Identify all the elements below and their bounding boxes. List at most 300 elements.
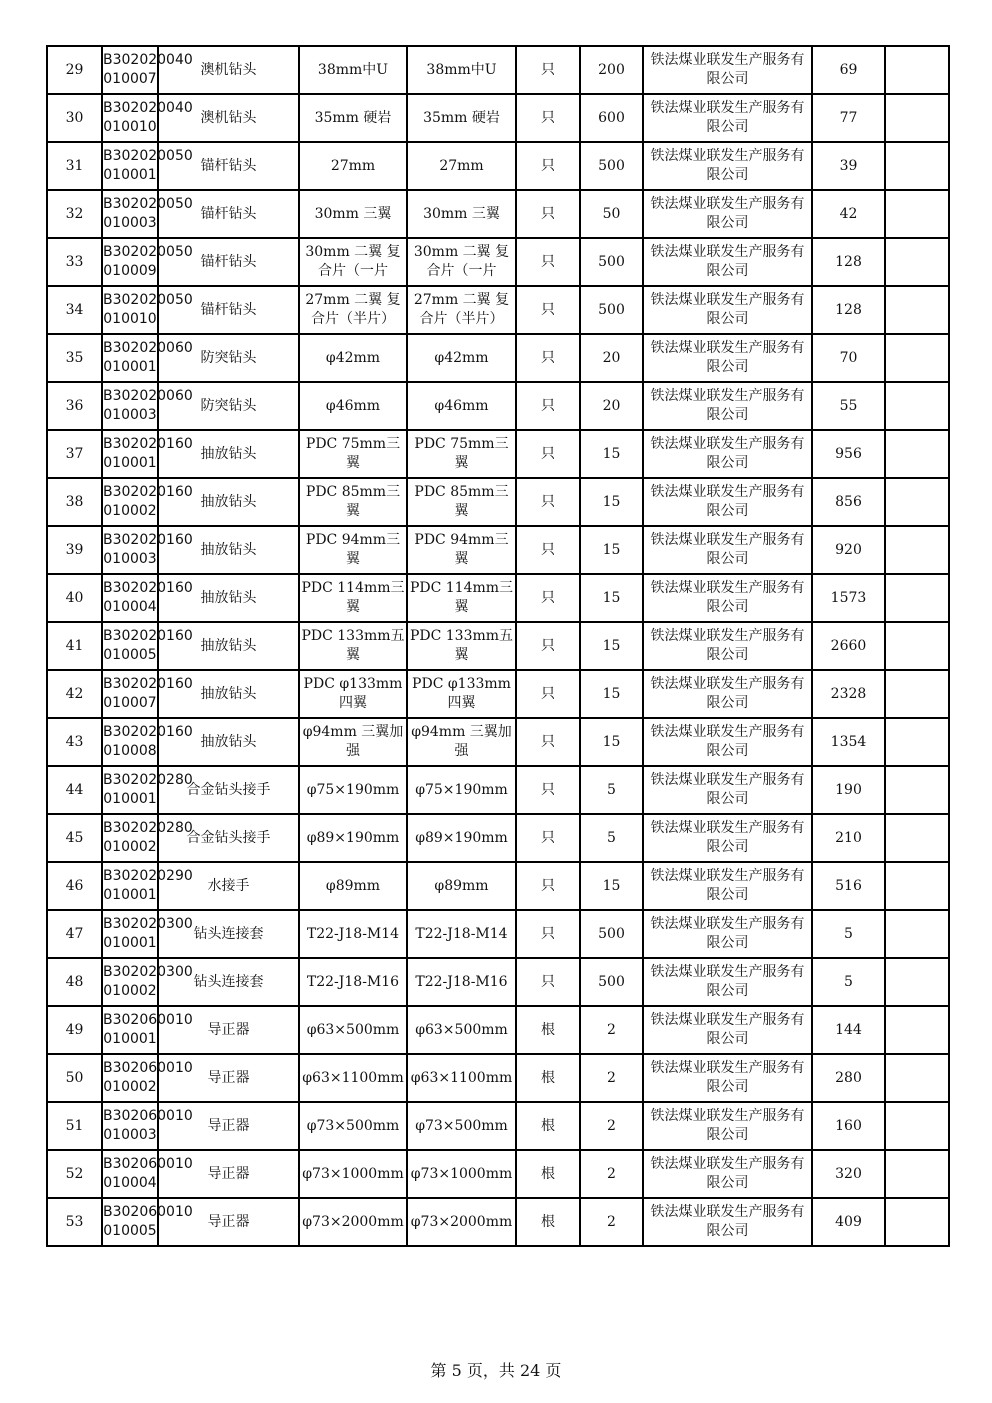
cell-spec bbox=[299, 478, 407, 526]
cell-qty: 2 bbox=[580, 1198, 643, 1246]
page-footer: 第 5 页，共 24 页 bbox=[430, 1361, 562, 1380]
cell-remark bbox=[885, 142, 949, 190]
cell-model bbox=[407, 670, 516, 718]
cell-seq: 41 bbox=[47, 622, 102, 670]
cell-qty: 15 bbox=[580, 526, 643, 574]
table-row bbox=[47, 718, 949, 766]
cell-model bbox=[407, 1102, 516, 1150]
cell-remark bbox=[885, 670, 949, 718]
cell-seq: 49 bbox=[47, 1006, 102, 1054]
cell-remark bbox=[885, 1150, 949, 1198]
cell-model bbox=[407, 622, 516, 670]
spec-text: φ73×500mm bbox=[306, 1117, 400, 1134]
spec-text: φ73×1000mm bbox=[410, 1165, 513, 1182]
cell-name: 抽放钻头 bbox=[158, 574, 299, 622]
cell-unit: 只 bbox=[516, 862, 580, 910]
spec-text: T22-J18-M14 bbox=[415, 925, 508, 942]
cell-qty: 20 bbox=[580, 382, 643, 430]
table-row bbox=[47, 382, 949, 430]
spec-text: 38mm中U bbox=[317, 61, 389, 78]
spec-text: PDC 133mm五翼 bbox=[301, 628, 405, 663]
cell-spec bbox=[299, 46, 407, 94]
cell-name: 导正器 bbox=[158, 1198, 299, 1246]
cell-code: B302020280 010002 bbox=[102, 814, 158, 862]
cell-unit: 根 bbox=[516, 1102, 580, 1150]
cell-code: B302020280 010001 bbox=[102, 766, 158, 814]
cell-price: 5 bbox=[812, 910, 885, 958]
spec-text: T22-J18-M16 bbox=[415, 973, 508, 990]
cell-supplier: 铁法煤业联发生产服务有限公司 bbox=[643, 286, 812, 334]
cell-qty: 500 bbox=[580, 238, 643, 286]
cell-remark bbox=[885, 910, 949, 958]
spec-text: 27mm bbox=[439, 157, 484, 174]
cell-price: 210 bbox=[812, 814, 885, 862]
cell-unit: 只 bbox=[516, 622, 580, 670]
cell-price: 190 bbox=[812, 766, 885, 814]
cell-spec bbox=[299, 190, 407, 238]
cell-price: 42 bbox=[812, 190, 885, 238]
cell-unit: 只 bbox=[516, 46, 580, 94]
cell-price: 409 bbox=[812, 1198, 885, 1246]
spec-text: φ63×1100mm bbox=[410, 1069, 513, 1086]
cell-price: 1573 bbox=[812, 574, 885, 622]
cell-qty: 15 bbox=[580, 430, 643, 478]
cell-seq: 37 bbox=[47, 430, 102, 478]
cell-code: B302020160 010005 bbox=[102, 622, 158, 670]
spec-text: 30mm 二翼 复合片（一片 bbox=[413, 244, 510, 279]
cell-name: 抽放钻头 bbox=[158, 670, 299, 718]
cell-name: 抽放钻头 bbox=[158, 478, 299, 526]
cell-supplier: 铁法煤业联发生产服务有限公司 bbox=[643, 718, 812, 766]
cell-seq: 42 bbox=[47, 670, 102, 718]
table-row bbox=[47, 910, 949, 958]
cell-remark bbox=[885, 286, 949, 334]
spec-text: PDC 133mm五翼 bbox=[409, 628, 514, 663]
cell-seq: 46 bbox=[47, 862, 102, 910]
spec-text: φ63×500mm bbox=[306, 1021, 400, 1038]
cell-remark bbox=[885, 238, 949, 286]
table-row bbox=[47, 94, 949, 142]
cell-remark bbox=[885, 1102, 949, 1150]
cell-qty: 600 bbox=[580, 94, 643, 142]
cell-unit: 只 bbox=[516, 910, 580, 958]
cell-name: 防突钻头 bbox=[158, 382, 299, 430]
spec-text: φ63×500mm bbox=[415, 1021, 508, 1038]
cell-seq: 30 bbox=[47, 94, 102, 142]
spec-text: PDC φ133mm四翼 bbox=[303, 676, 403, 711]
cell-name: 防突钻头 bbox=[158, 334, 299, 382]
cell-supplier: 铁法煤业联发生产服务有限公司 bbox=[643, 1054, 812, 1102]
cell-supplier: 铁法煤业联发生产服务有限公司 bbox=[643, 190, 812, 238]
table-row bbox=[47, 430, 949, 478]
cell-unit: 只 bbox=[516, 814, 580, 862]
table-row bbox=[47, 1198, 949, 1246]
cell-unit: 根 bbox=[516, 1150, 580, 1198]
cell-qty: 50 bbox=[580, 190, 643, 238]
table-row bbox=[47, 238, 949, 286]
cell-model bbox=[407, 718, 516, 766]
cell-unit: 只 bbox=[516, 574, 580, 622]
cell-model bbox=[407, 382, 516, 430]
cell-model bbox=[407, 94, 516, 142]
spec-text: 27mm bbox=[330, 157, 376, 174]
cell-spec bbox=[299, 622, 407, 670]
cell-spec bbox=[299, 142, 407, 190]
cell-supplier: 铁法煤业联发生产服务有限公司 bbox=[643, 958, 812, 1006]
cell-supplier: 铁法煤业联发生产服务有限公司 bbox=[643, 478, 812, 526]
cell-code: B302060010 010004 bbox=[102, 1150, 158, 1198]
table-row bbox=[47, 1054, 949, 1102]
spec-text: PDC 75mm三翼 bbox=[305, 436, 401, 471]
cell-model bbox=[407, 814, 516, 862]
cell-qty: 5 bbox=[580, 814, 643, 862]
cell-qty: 15 bbox=[580, 574, 643, 622]
cell-supplier: 铁法煤业联发生产服务有限公司 bbox=[643, 382, 812, 430]
cell-seq: 40 bbox=[47, 574, 102, 622]
spec-text: PDC 85mm三翼 bbox=[414, 484, 509, 519]
cell-seq: 44 bbox=[47, 766, 102, 814]
cell-spec bbox=[299, 862, 407, 910]
cell-price: 39 bbox=[812, 142, 885, 190]
materials-table bbox=[46, 45, 950, 1247]
cell-qty: 500 bbox=[580, 142, 643, 190]
cell-spec bbox=[299, 766, 407, 814]
table-row bbox=[47, 1150, 949, 1198]
spec-text: φ75×190mm bbox=[306, 781, 400, 798]
cell-seq: 52 bbox=[47, 1150, 102, 1198]
cell-price: 516 bbox=[812, 862, 885, 910]
cell-name: 锚杆钻头 bbox=[158, 238, 299, 286]
cell-supplier: 铁法煤业联发生产服务有限公司 bbox=[643, 814, 812, 862]
cell-supplier: 铁法煤业联发生产服务有限公司 bbox=[643, 1150, 812, 1198]
cell-model bbox=[407, 958, 516, 1006]
cell-supplier: 铁法煤业联发生产服务有限公司 bbox=[643, 1198, 812, 1246]
spec-text: T22-J18-M14 bbox=[306, 925, 400, 942]
cell-supplier: 铁法煤业联发生产服务有限公司 bbox=[643, 1006, 812, 1054]
cell-unit: 只 bbox=[516, 382, 580, 430]
cell-supplier: 铁法煤业联发生产服务有限公司 bbox=[643, 94, 812, 142]
cell-seq: 51 bbox=[47, 1102, 102, 1150]
spec-text: φ75×190mm bbox=[415, 781, 508, 798]
cell-code: B302020290 010001 bbox=[102, 862, 158, 910]
cell-qty: 15 bbox=[580, 862, 643, 910]
cell-remark bbox=[885, 766, 949, 814]
cell-code: B302020040 010007 bbox=[102, 46, 158, 94]
spec-text: φ46mm bbox=[434, 397, 489, 414]
cell-price: 128 bbox=[812, 238, 885, 286]
cell-remark bbox=[885, 46, 949, 94]
cell-model bbox=[407, 478, 516, 526]
cell-code: B302020050 010009 bbox=[102, 238, 158, 286]
cell-seq: 47 bbox=[47, 910, 102, 958]
cell-model bbox=[407, 910, 516, 958]
table-row bbox=[47, 814, 949, 862]
table-row bbox=[47, 1006, 949, 1054]
cell-code: B302060010 010001 bbox=[102, 1006, 158, 1054]
cell-seq: 34 bbox=[47, 286, 102, 334]
spec-text: 27mm 二翼 复合片（半片） bbox=[305, 292, 401, 327]
cell-name: 抽放钻头 bbox=[158, 718, 299, 766]
cell-qty: 15 bbox=[580, 670, 643, 718]
cell-spec bbox=[299, 430, 407, 478]
cell-model bbox=[407, 142, 516, 190]
cell-seq: 36 bbox=[47, 382, 102, 430]
cell-spec bbox=[299, 286, 407, 334]
cell-seq: 53 bbox=[47, 1198, 102, 1246]
cell-name: 合金钻头接手 bbox=[158, 766, 299, 814]
table-row bbox=[47, 526, 949, 574]
spec-text: T22-J18-M16 bbox=[306, 973, 400, 990]
cell-supplier: 铁法煤业联发生产服务有限公司 bbox=[643, 910, 812, 958]
spec-text: φ89mm bbox=[434, 877, 489, 894]
spec-text: PDC 94mm三翼 bbox=[414, 532, 509, 567]
cell-remark bbox=[885, 814, 949, 862]
cell-price: 5 bbox=[812, 958, 885, 1006]
cell-remark bbox=[885, 334, 949, 382]
cell-seq: 38 bbox=[47, 478, 102, 526]
cell-price: 160 bbox=[812, 1102, 885, 1150]
cell-supplier: 铁法煤业联发生产服务有限公司 bbox=[643, 238, 812, 286]
cell-name: 钻头连接套 bbox=[158, 910, 299, 958]
cell-unit: 根 bbox=[516, 1006, 580, 1054]
spec-text: PDC 94mm三翼 bbox=[305, 532, 401, 567]
cell-qty: 5 bbox=[580, 766, 643, 814]
cell-model bbox=[407, 334, 516, 382]
cell-supplier: 铁法煤业联发生产服务有限公司 bbox=[643, 622, 812, 670]
cell-code: B302020060 010003 bbox=[102, 382, 158, 430]
spec-text: 35mm 硬岩 bbox=[314, 109, 392, 126]
cell-spec bbox=[299, 334, 407, 382]
cell-name: 合金钻头接手 bbox=[158, 814, 299, 862]
cell-price: 77 bbox=[812, 94, 885, 142]
cell-spec bbox=[299, 1054, 407, 1102]
cell-code: B302060010 010003 bbox=[102, 1102, 158, 1150]
cell-name: 抽放钻头 bbox=[158, 622, 299, 670]
table-row bbox=[47, 142, 949, 190]
cell-supplier: 铁法煤业联发生产服务有限公司 bbox=[643, 430, 812, 478]
cell-model bbox=[407, 862, 516, 910]
cell-model bbox=[407, 1198, 516, 1246]
table-row bbox=[47, 478, 949, 526]
cell-unit: 只 bbox=[516, 766, 580, 814]
spec-text: φ73×2000mm bbox=[302, 1213, 404, 1230]
cell-code: B302020160 010008 bbox=[102, 718, 158, 766]
cell-unit: 只 bbox=[516, 478, 580, 526]
cell-code: B302020160 010007 bbox=[102, 670, 158, 718]
cell-spec bbox=[299, 1102, 407, 1150]
spec-text: 35mm 硬岩 bbox=[423, 109, 500, 126]
cell-model bbox=[407, 1054, 516, 1102]
cell-supplier: 铁法煤业联发生产服务有限公司 bbox=[643, 1102, 812, 1150]
table-row bbox=[47, 862, 949, 910]
cell-supplier: 铁法煤业联发生产服务有限公司 bbox=[643, 670, 812, 718]
cell-name: 抽放钻头 bbox=[158, 526, 299, 574]
cell-price: 956 bbox=[812, 430, 885, 478]
cell-seq: 32 bbox=[47, 190, 102, 238]
cell-unit: 只 bbox=[516, 142, 580, 190]
cell-seq: 45 bbox=[47, 814, 102, 862]
cell-spec bbox=[299, 574, 407, 622]
spec-text: φ73×1000mm bbox=[302, 1165, 404, 1182]
table-row bbox=[47, 622, 949, 670]
spec-text: φ94mm 三翼加强 bbox=[302, 724, 404, 759]
spec-text: φ89mm bbox=[325, 877, 381, 894]
cell-name: 抽放钻头 bbox=[158, 430, 299, 478]
cell-name: 导正器 bbox=[158, 1006, 299, 1054]
cell-unit: 只 bbox=[516, 670, 580, 718]
cell-seq: 29 bbox=[47, 46, 102, 94]
cell-remark bbox=[885, 94, 949, 142]
cell-name: 钻头连接套 bbox=[158, 958, 299, 1006]
cell-model bbox=[407, 766, 516, 814]
cell-qty: 15 bbox=[580, 622, 643, 670]
cell-code: B302060010 010002 bbox=[102, 1054, 158, 1102]
cell-name: 导正器 bbox=[158, 1150, 299, 1198]
cell-name: 水接手 bbox=[158, 862, 299, 910]
cell-code: B302020050 010010 bbox=[102, 286, 158, 334]
cell-code: B302020160 010002 bbox=[102, 478, 158, 526]
table-row bbox=[47, 766, 949, 814]
table-row bbox=[47, 46, 949, 94]
cell-remark bbox=[885, 862, 949, 910]
cell-price: 55 bbox=[812, 382, 885, 430]
cell-seq: 50 bbox=[47, 1054, 102, 1102]
cell-code: B302020160 010004 bbox=[102, 574, 158, 622]
cell-seq: 31 bbox=[47, 142, 102, 190]
cell-code: B302020050 010001 bbox=[102, 142, 158, 190]
cell-qty: 200 bbox=[580, 46, 643, 94]
cell-qty: 2 bbox=[580, 1102, 643, 1150]
cell-name: 锚杆钻头 bbox=[158, 190, 299, 238]
spec-text: PDC 85mm三翼 bbox=[305, 484, 401, 519]
spec-text: PDC 75mm三翼 bbox=[414, 436, 509, 471]
cell-price: 70 bbox=[812, 334, 885, 382]
cell-spec bbox=[299, 718, 407, 766]
cell-qty: 500 bbox=[580, 958, 643, 1006]
spec-text: φ73×2000mm bbox=[410, 1213, 513, 1230]
spec-text: 38mm中U bbox=[426, 61, 497, 78]
cell-unit: 只 bbox=[516, 94, 580, 142]
spec-text: PDC 114mm三翼 bbox=[409, 580, 514, 615]
cell-unit: 只 bbox=[516, 958, 580, 1006]
cell-name: 锚杆钻头 bbox=[158, 142, 299, 190]
cell-remark bbox=[885, 622, 949, 670]
cell-model bbox=[407, 1006, 516, 1054]
cell-model bbox=[407, 574, 516, 622]
cell-price: 856 bbox=[812, 478, 885, 526]
cell-supplier: 铁法煤业联发生产服务有限公司 bbox=[643, 142, 812, 190]
cell-model bbox=[407, 430, 516, 478]
spec-text: 27mm 二翼 复合片（半片） bbox=[413, 292, 510, 327]
cell-supplier: 铁法煤业联发生产服务有限公司 bbox=[643, 526, 812, 574]
cell-price: 2660 bbox=[812, 622, 885, 670]
cell-price: 1354 bbox=[812, 718, 885, 766]
cell-spec bbox=[299, 382, 407, 430]
spec-text: 30mm 三翼 bbox=[423, 205, 500, 222]
cell-qty: 15 bbox=[580, 718, 643, 766]
cell-model bbox=[407, 526, 516, 574]
spec-text: PDC φ133mm四翼 bbox=[412, 676, 511, 711]
cell-name: 导正器 bbox=[158, 1102, 299, 1150]
cell-model bbox=[407, 238, 516, 286]
cell-supplier: 铁法煤业联发生产服务有限公司 bbox=[643, 574, 812, 622]
cell-qty: 500 bbox=[580, 286, 643, 334]
cell-remark bbox=[885, 958, 949, 1006]
cell-price: 144 bbox=[812, 1006, 885, 1054]
cell-price: 128 bbox=[812, 286, 885, 334]
cell-remark bbox=[885, 382, 949, 430]
cell-spec bbox=[299, 238, 407, 286]
spec-text: φ63×1100mm bbox=[302, 1069, 404, 1086]
cell-supplier: 铁法煤业联发生产服务有限公司 bbox=[643, 334, 812, 382]
cell-code: B302020160 010001 bbox=[102, 430, 158, 478]
cell-qty: 500 bbox=[580, 910, 643, 958]
cell-spec bbox=[299, 526, 407, 574]
cell-price: 2328 bbox=[812, 670, 885, 718]
cell-unit: 只 bbox=[516, 718, 580, 766]
cell-model bbox=[407, 1150, 516, 1198]
cell-unit: 只 bbox=[516, 526, 580, 574]
cell-name: 锚杆钻头 bbox=[158, 286, 299, 334]
cell-supplier: 铁法煤业联发生产服务有限公司 bbox=[643, 862, 812, 910]
cell-qty: 2 bbox=[580, 1150, 643, 1198]
cell-seq: 35 bbox=[47, 334, 102, 382]
cell-spec bbox=[299, 958, 407, 1006]
cell-name: 澳机钻头 bbox=[158, 46, 299, 94]
cell-remark bbox=[885, 478, 949, 526]
cell-unit: 只 bbox=[516, 238, 580, 286]
cell-remark bbox=[885, 430, 949, 478]
cell-spec bbox=[299, 670, 407, 718]
table-row bbox=[47, 1102, 949, 1150]
spec-text: φ89×190mm bbox=[415, 829, 508, 846]
cell-code: B302060010 010005 bbox=[102, 1198, 158, 1246]
spec-text: φ42mm bbox=[434, 349, 489, 366]
cell-seq: 33 bbox=[47, 238, 102, 286]
table-row bbox=[47, 334, 949, 382]
cell-remark bbox=[885, 1006, 949, 1054]
cell-unit: 根 bbox=[516, 1198, 580, 1246]
cell-qty: 2 bbox=[580, 1054, 643, 1102]
spec-text: φ94mm 三翼加强 bbox=[411, 724, 512, 759]
cell-spec bbox=[299, 910, 407, 958]
cell-price: 69 bbox=[812, 46, 885, 94]
cell-seq: 39 bbox=[47, 526, 102, 574]
cell-remark bbox=[885, 718, 949, 766]
table-row bbox=[47, 190, 949, 238]
cell-remark bbox=[885, 190, 949, 238]
cell-price: 920 bbox=[812, 526, 885, 574]
cell-model bbox=[407, 190, 516, 238]
cell-spec bbox=[299, 1198, 407, 1246]
cell-spec bbox=[299, 1150, 407, 1198]
cell-supplier: 铁法煤业联发生产服务有限公司 bbox=[643, 766, 812, 814]
cell-model bbox=[407, 46, 516, 94]
cell-unit: 根 bbox=[516, 1054, 580, 1102]
cell-name: 澳机钻头 bbox=[158, 94, 299, 142]
cell-price: 280 bbox=[812, 1054, 885, 1102]
cell-seq: 43 bbox=[47, 718, 102, 766]
table-row bbox=[47, 670, 949, 718]
cell-code: B302020160 010003 bbox=[102, 526, 158, 574]
cell-seq: 48 bbox=[47, 958, 102, 1006]
spec-text: 30mm 二翼 复合片（一片 bbox=[305, 244, 401, 279]
cell-remark bbox=[885, 1198, 949, 1246]
table-row bbox=[47, 286, 949, 334]
cell-spec bbox=[299, 1006, 407, 1054]
cell-code: B302020050 010003 bbox=[102, 190, 158, 238]
cell-model bbox=[407, 286, 516, 334]
